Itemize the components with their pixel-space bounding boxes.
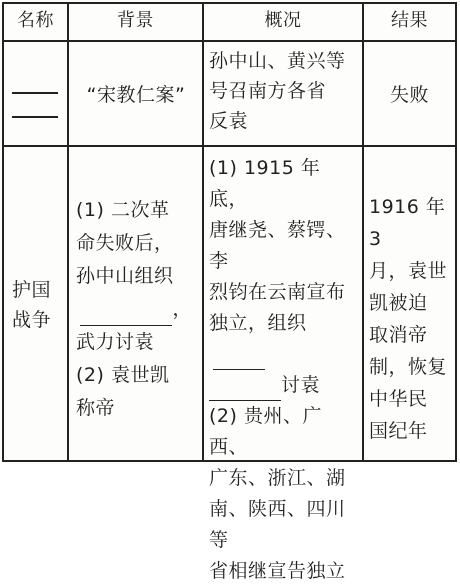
row1-result: 失败	[389, 84, 429, 106]
table-border-left	[2, 2, 4, 462]
row2-background-line: 称帝	[76, 397, 116, 419]
row1-overview	[209, 46, 357, 136]
row2-overview-line: 讨袁	[209, 370, 359, 401]
table-border-top	[2, 2, 457, 4]
row2-background-line: (2) 袁世凯	[76, 364, 170, 386]
fill-in-blank	[209, 380, 281, 401]
row-divider	[2, 145, 457, 147]
row2-overview-line: 省相继宣告独立	[209, 560, 346, 582]
row1-overview-line: 孙中山、黄兴等	[209, 50, 346, 72]
row1-background: “宋教仁案”	[86, 84, 186, 106]
blank-dash-lower	[12, 116, 58, 118]
header-name: 名称	[17, 10, 54, 31]
row2-name	[12, 275, 62, 335]
row2-background-line: 孙中山组织	[76, 265, 174, 287]
row2-result-line: 月，袁世	[369, 260, 448, 282]
row2-result	[369, 191, 453, 447]
row2-name-line: 护国	[12, 279, 52, 301]
row2-overview-line: 广东、浙江、湖	[209, 467, 346, 489]
row2-result-line: 国纪年	[369, 420, 428, 442]
column-divider-1	[67, 2, 69, 462]
row2-overview-line: (2) 贵州、广西、	[209, 405, 322, 458]
row2-background-line: 命失败后，	[76, 232, 174, 254]
column-divider-3	[362, 2, 364, 462]
row2-overview-line: (1) 1915 年底，	[209, 157, 321, 210]
row2-result-line: 凯被迫	[369, 292, 428, 314]
fill-in-blank	[213, 349, 265, 370]
row2-background	[76, 194, 200, 425]
header-result: 结果	[391, 10, 428, 31]
row2-result-line: 1916 年 3	[369, 196, 446, 250]
row2-result-line: 取消帝	[369, 324, 428, 346]
row1-overview-line: 反袁	[209, 110, 249, 132]
fill-in-blank	[80, 305, 172, 326]
blank-dash-upper	[12, 92, 58, 94]
row2-overview-line: 南、陕西、四川等	[209, 498, 346, 551]
header-divider	[2, 40, 457, 42]
header-background: 背景	[117, 10, 154, 31]
row2-result-line: 制，恢复	[369, 356, 448, 378]
row2-background-line: (1) 二次革	[76, 199, 170, 221]
column-divider-2	[202, 2, 204, 462]
row2-overview-line: 唐继尧、蔡锷、李	[209, 219, 346, 272]
table-border-right	[455, 2, 457, 462]
row2-name-line: 战争	[12, 309, 52, 331]
row1-overview-line: 号召南方各省	[209, 80, 327, 102]
row2-background-line: 武力讨袁	[76, 331, 155, 353]
row2-background-blank-line: ，	[76, 293, 200, 326]
row2-overview	[209, 153, 359, 587]
row2-overview-line: 独立，组织	[209, 308, 359, 370]
row2-overview-line: 烈钧在云南宣布	[209, 281, 346, 303]
row2-result-line: 中华民	[369, 388, 428, 410]
header-overview: 概况	[264, 10, 302, 31]
